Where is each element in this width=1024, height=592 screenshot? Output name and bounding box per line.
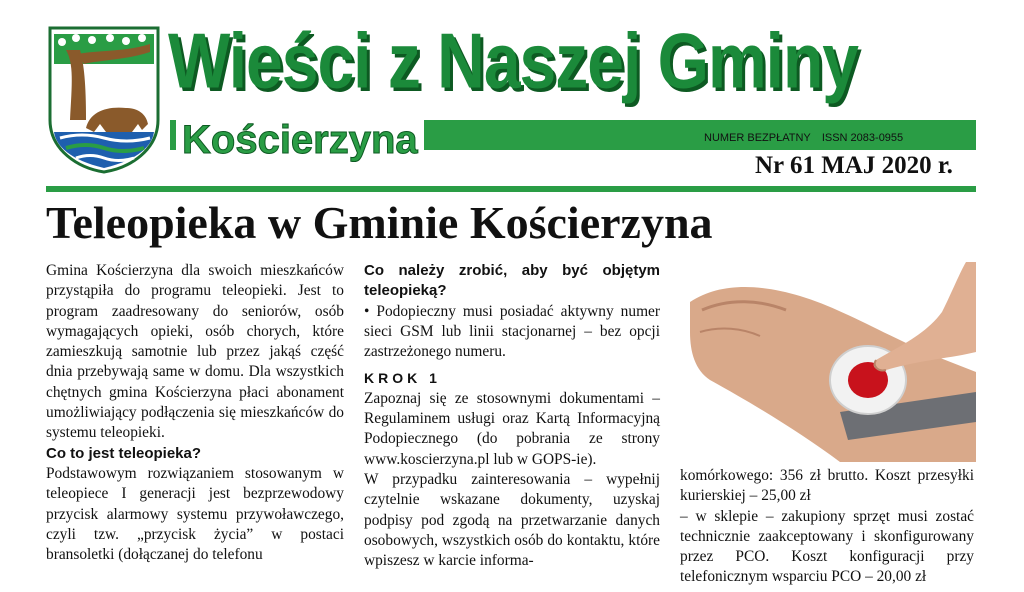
alarm-wristband-photo xyxy=(690,262,976,462)
free-label: NUMER BEZPŁATNY xyxy=(704,132,811,144)
newspaper-title: Wieści z Naszej Gminy xyxy=(168,16,859,105)
section-heading-how-to-join: Co należy zrobić, aby być objętym teleopieką? xyxy=(364,262,660,300)
requirement-bullet: • Podopieczny musi posiadać aktywny numer sieci GSM lub linii stacjonarnej – bez opcji zastrzeżonego numeru. xyxy=(364,302,660,361)
article-column-1 xyxy=(46,261,344,565)
newspaper-subtitle: Kościerzyna xyxy=(176,118,424,162)
article-headline: Teleopieka w Gminie Kościerzyna xyxy=(46,197,713,248)
header-divider xyxy=(46,186,976,192)
cost-paragraph-2: – w sklepie – zakupiony sprzęt musi zostać technicznie zaakceptowany i skonfigurowany przez PCO. Koszt konfiguracji przy telefonicznym wsparciu PCO – 20,00 zł xyxy=(680,507,974,586)
article-column-3 xyxy=(680,466,974,588)
cost-paragraph-1: komórkowego: 356 zł brutto. Koszt przesyłki kurierskiej – 25,00 zł xyxy=(680,467,974,505)
article-column-2 xyxy=(364,261,660,571)
section-heading-what-is: Co to jest teleopieka? xyxy=(46,444,202,462)
intro-paragraph: Gmina Kościerzyna dla swoich mieszkańców przystąpiła do programu teleopieki. Jest to program zaadresowany do seniorów, osób wymagających opieki, osób chorych, które zamieszkują samotnie lub przez jakąś część dnia przebywają same w domu. Dla wszystkich chętnych gmina Kościerzyna płaci abonament umożliwiający podłączenia się mieszkańców do systemu teleopieki. xyxy=(46,262,344,442)
step-label: KROK 1 xyxy=(364,370,441,387)
section-paragraph-what-is: Podstawowym rozwiązaniem stosowanym w teleopiece I generacji jest bezprzewodowy przycisk alarmowy systemu przywoławczego, czyli tzw. „przycisk życia” w postaci bransoletki (dołączanej do telefonu xyxy=(46,464,344,564)
step-paragraph-1: Zapoznaj się ze stosownymi dokumentami – Regulaminem usługi oraz Kartą Informacyjną Podopiecznego (do pobrania ze strony www.koscierzyna.pl lub w GOPS-ie). xyxy=(364,389,660,468)
step-paragraph-2: W przypadku zainteresowania – wypełnij czytelnie wskazane dokumenty, uzyskaj podpisy pod zgodą na przetwarzanie danych osobowych, wszystkich osób do kontaktu, które wpiszesz w karcie informa- xyxy=(364,470,660,570)
municipality-crest-logo xyxy=(46,24,162,174)
free-issue-line xyxy=(704,132,911,144)
issn-label: ISSN 2083-0955 xyxy=(821,132,904,144)
issue-number: Nr 61 MAJ 2020 r. xyxy=(755,152,953,179)
